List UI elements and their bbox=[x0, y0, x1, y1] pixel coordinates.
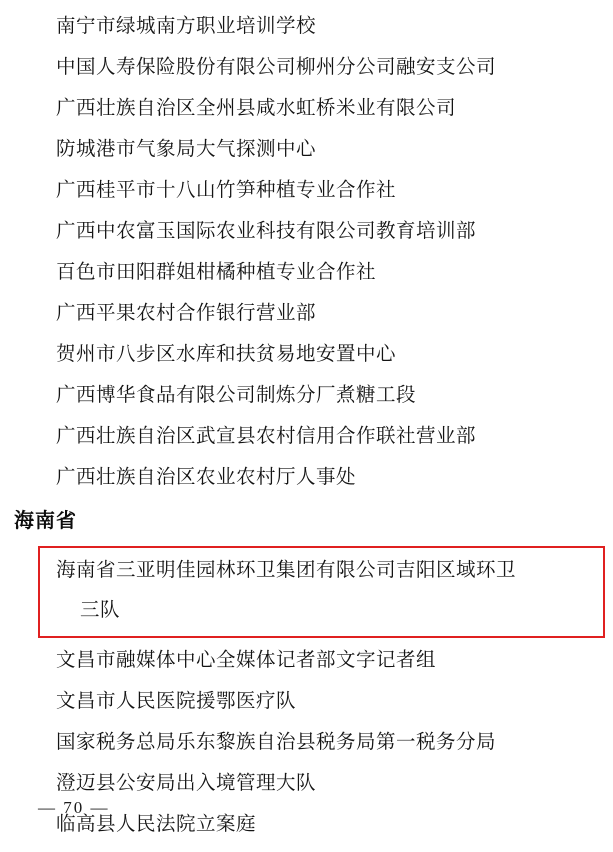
list-item: 国家税务总局乐东黎族自治县税务局第一税务分局 bbox=[56, 732, 497, 753]
list-item: 临高县人民法院立案庭 bbox=[56, 814, 257, 835]
list-item: 中国人寿保险股份有限公司柳州分公司融安支公司 bbox=[56, 57, 497, 78]
list-item: 海南省三亚明佳园林环卫集团有限公司吉阳区域环卫 bbox=[56, 560, 517, 581]
list-item: 广西博华食品有限公司制炼分厂煮糖工段 bbox=[56, 385, 417, 406]
list-item: 文昌市人民医院援鄂医疗队 bbox=[56, 691, 297, 712]
list-item: 广西中农富玉国际农业科技有限公司教育培训部 bbox=[56, 221, 477, 242]
list-item: 文昌市融媒体中心全媒体记者部文字记者组 bbox=[56, 650, 437, 671]
list-item: 防城港市气象局大气探测中心 bbox=[56, 139, 317, 160]
list-item: 广西壮族自治区武宣县农村信用合作联社营业部 bbox=[56, 426, 477, 447]
list-item: 广西壮族自治区全州县咸水虹桥米业有限公司 bbox=[56, 98, 457, 119]
list-item: 南宁市绿城南方职业培训学校 bbox=[56, 16, 317, 37]
list-item: 广西平果农村合作银行营业部 bbox=[56, 303, 317, 324]
list-item: 澄迈县公安局出入境管理大队 bbox=[56, 773, 317, 794]
list-item-continuation: 三队 bbox=[80, 600, 121, 621]
list-item: 百色市田阳群姐柑橘种植专业合作社 bbox=[56, 262, 377, 283]
section-heading-hainan: 海南省 bbox=[14, 510, 77, 532]
page-number: — 70 — bbox=[38, 798, 110, 817]
highlighted-entry-box bbox=[38, 546, 605, 638]
list-item: 广西壮族自治区农业农村厅人事处 bbox=[56, 467, 357, 488]
list-item: 贺州市八步区水库和扶贫易地安置中心 bbox=[56, 344, 397, 365]
list-item: 广西桂平市十八山竹笋种植专业合作社 bbox=[56, 180, 397, 201]
